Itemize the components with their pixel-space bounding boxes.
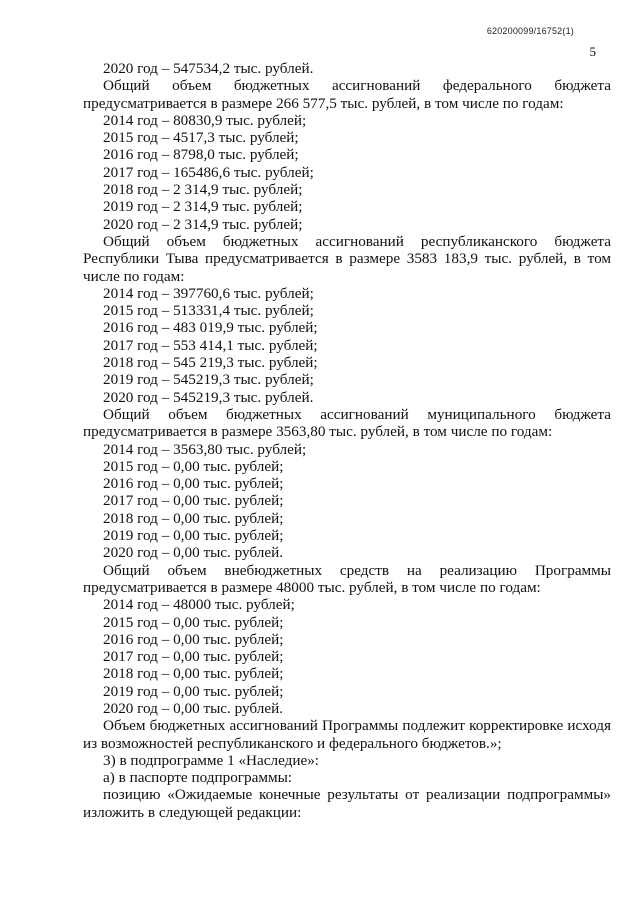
passport-item: а) в паспорте подпрограммы: [103,769,292,787]
municipal-year-line: 2017 год – 0,00 тыс. рублей; [103,492,284,510]
municipal-year-line: 2020 год – 0,00 тыс. рублей. [103,544,284,562]
federal-budget-paragraph: Общий объем бюджетных ассигнований федерального бюджета предусматривается в размере 266 577,5 тыс. рублей, в том числе по годам: [83,77,611,112]
federal-year-line: 2014 год – 80830,9 тыс. рублей; [103,111,307,129]
adjustment-paragraph: Объем бюджетных ассигнований Программы подлежит корректировке исходя из возможностей республиканского и федерального бюджетов.»; [83,717,611,752]
federal-year-line: 2015 год – 4517,3 тыс. рублей; [103,129,299,147]
federal-year-line: 2017 год – 165486,6 тыс. рублей; [103,163,314,181]
municipal-year-line: 2018 год – 0,00 тыс. рублей; [103,509,284,527]
municipal-budget-paragraph: Общий объем бюджетных ассигнований муниципального бюджета предусматривается в размере 3563,80 тыс. рублей, в том числе по годам: [83,405,611,441]
extrabudget-year-line: 2015 год – 0,00 тыс. рублей; [103,613,284,631]
year-line: 2020 год – 547534,2 тыс. рублей. [103,60,314,77]
extrabudget-year-line: 2014 год – 48000 тыс. рублей; [103,596,295,614]
federal-year-line: 2020 год – 2 314,9 тыс. рублей; [103,215,303,233]
extrabudget-paragraph: Общий объем внебюджетных средств на реализацию Программы предусматривается в размере 48000 тыс. рублей, в том числе по годам: [83,561,611,596]
extrabudget-year-line: 2016 год – 0,00 тыс. рублей; [103,630,284,648]
federal-year-line: 2018 год – 2 314,9 тыс. рублей; [103,181,303,199]
extrabudget-year-line: 2018 год – 0,00 тыс. рублей; [103,665,284,683]
republic-year-line: 2018 год – 545 219,3 тыс. рублей; [103,354,318,372]
municipal-year-line: 2015 год – 0,00 тыс. рублей; [103,457,284,475]
federal-year-line: 2019 год – 2 314,9 тыс. рублей; [103,198,303,216]
republic-budget-paragraph: Общий объем бюджетных ассигнований республиканского бюджета Республики Тыва предусматривается в размере 3583 183,9 тыс. рублей, в том числе по годам: [83,232,611,285]
federal-year-line: 2016 год – 8798,0 тыс. рублей; [103,146,299,164]
document-body [83,60,611,821]
republic-year-line: 2015 год – 513331,4 тыс. рублей; [103,302,314,320]
position-paragraph: позицию «Ожидаемые конечные результаты от реализации подпрограммы» изложить в следующей редакции: [83,786,611,821]
republic-year-line: 2016 год – 483 019,9 тыс. рублей; [103,319,318,337]
page-number: 5 [589,44,596,59]
extrabudget-year-line: 2017 год – 0,00 тыс. рублей; [103,648,284,666]
republic-year-line: 2017 год – 553 414,1 тыс. рублей; [103,336,318,354]
municipal-year-line: 2016 год – 0,00 тыс. рублей; [103,475,284,493]
municipal-year-line: 2019 год – 0,00 тыс. рублей; [103,527,284,545]
republic-year-line: 2014 год – 397760,6 тыс. рублей; [103,284,314,302]
document-id: 620200099/16752(1) [486,26,574,36]
municipal-year-line: 2014 год – 3563,80 тыс. рублей; [103,440,307,458]
extrabudget-year-line: 2020 год – 0,00 тыс. рублей. [103,699,284,717]
extrabudget-year-line: 2019 год – 0,00 тыс. рублей; [103,682,284,700]
subprogram-item: 3) в подпрограмме 1 «Наследие»: [103,751,320,769]
republic-year-line: 2019 год – 545219,3 тыс. рублей; [103,371,314,389]
republic-year-line: 2020 год – 545219,3 тыс. рублей. [103,388,314,406]
